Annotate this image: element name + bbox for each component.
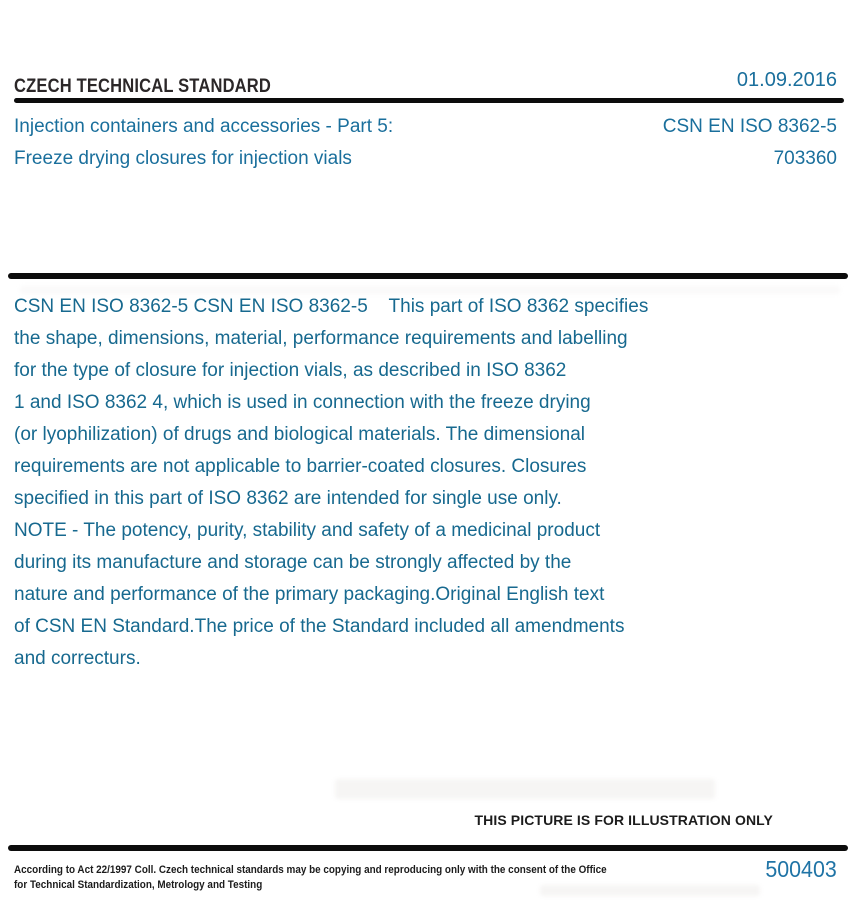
- standard-abstract: [14, 291, 804, 675]
- abstract-line: for the type of closure for injection vials, as described in ISO 8362: [14, 360, 567, 381]
- abstract-line: NOTE - The potency, purity, stability and safety of a medicinal product: [14, 520, 601, 541]
- header-divider-rule: [14, 98, 844, 103]
- abstract-line: the shape, dimensions, material, performance requirements and labelling: [14, 328, 628, 349]
- standard-designation: CSN EN ISO 8362-5: [662, 116, 837, 137]
- footer-watermark-ghost: [540, 885, 760, 896]
- abstract-line: nature and performance of the primary packaging.Original English text: [14, 584, 605, 605]
- abstract-line: requirements are not applicable to barrier-coated closures. Closures: [14, 456, 587, 477]
- abstract-line: (or lyophilization) of drugs and biological materials. The dimensional: [14, 424, 586, 445]
- footer-divider-rule: [8, 845, 848, 851]
- document-type-heading: CZECH TECHNICAL STANDARD: [14, 76, 272, 97]
- order-code: 500403: [765, 856, 837, 882]
- illustration-only-note: THIS PICTURE IS FOR ILLUSTRATION ONLY: [474, 812, 773, 828]
- standard-class-code: 703360: [773, 148, 837, 169]
- standard-title-line2: Freeze drying closures for injection vials: [14, 148, 352, 169]
- abstract-line: and correcturs.: [14, 648, 141, 669]
- abstract-line: of CSN EN Standard.The price of the Standard included all amendments: [14, 616, 625, 637]
- footer-legal-line2: for Technical Standardization, Metrology and Testing: [14, 878, 263, 891]
- standard-title-line1: Injection containers and accessories - Part 5:: [14, 116, 394, 137]
- footer-legal-line1: According to Act 22/1997 Coll. Czech technical standards may be copying and reproducing only with the consent of the Office: [14, 864, 607, 876]
- abstract-line: during its manufacture and storage can be strongly affected by the: [14, 552, 572, 573]
- issue-date: 01.09.2016: [736, 69, 837, 91]
- abstract-line: specified in this part of ISO 8362 are intended for single use only.: [14, 488, 562, 509]
- title-divider-rule: [8, 273, 848, 279]
- abstract-line: CSN EN ISO 8362-5 CSN EN ISO 8362-5 This part of ISO 8362 specifies: [14, 296, 649, 317]
- abstract-line: 1 and ISO 8362 4, which is used in connection with the freeze drying: [14, 392, 591, 413]
- watermark-ghost: [335, 779, 715, 799]
